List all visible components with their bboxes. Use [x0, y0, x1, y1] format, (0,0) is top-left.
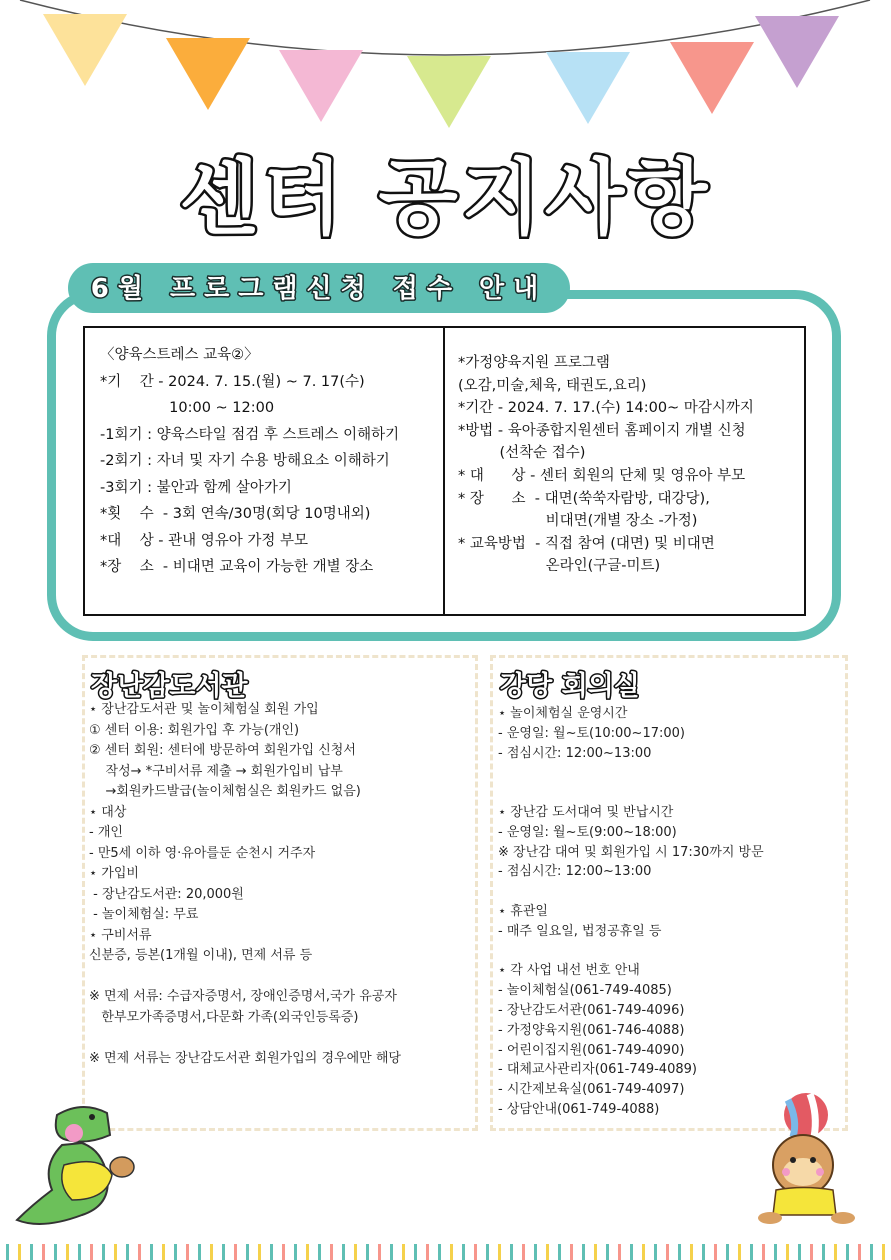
- stripe: [654, 1244, 657, 1260]
- library-line: ⋆ 대상: [89, 804, 127, 820]
- hall-line: ⋆ 장난감 도서대여 및 반납시간: [498, 804, 674, 820]
- stripe: [222, 1244, 225, 1260]
- stripe: [858, 1244, 861, 1260]
- hall-line: ⋆ 각 사업 내선 번호 안내: [498, 963, 640, 979]
- stripe: [798, 1244, 801, 1260]
- book-divider: [443, 326, 445, 614]
- left_panel-line: 〈양육스트레스 교육②〉: [100, 347, 259, 363]
- stripe: [390, 1244, 393, 1260]
- stripe: [378, 1244, 381, 1260]
- stripe: [762, 1244, 765, 1260]
- library-line: ① 센터 이용: 회원가입 후 가능(개인): [89, 722, 300, 738]
- hall-line: - 장난감도서관(061-749-4096): [498, 1002, 685, 1018]
- right_panel-line: * 대 상 - 센터 회원의 단체 및 영유아 부모: [458, 467, 746, 484]
- stripe: [282, 1244, 285, 1260]
- stripe: [774, 1244, 777, 1260]
- stripe: [246, 1244, 249, 1260]
- stripe: [594, 1244, 597, 1260]
- hall-line: - 점심시간: 12:00~13:00: [498, 864, 652, 880]
- left_panel-line: *대 상 - 관내 영유아 가정 부모: [100, 532, 309, 549]
- stripe: [882, 1244, 885, 1260]
- left_panel-line: -1회기 : 양육스타일 점검 후 스트레스 이해하기: [100, 426, 400, 443]
- stripe: [870, 1244, 873, 1260]
- stripe: [738, 1244, 741, 1260]
- hall-line: ⋆ 놀이체험실 운영시간: [498, 706, 628, 721]
- stripe: [810, 1244, 813, 1260]
- stripe: [138, 1244, 141, 1260]
- stripe: [522, 1244, 525, 1260]
- stripe: [618, 1244, 621, 1260]
- stripe: [546, 1244, 549, 1260]
- stripe: [258, 1244, 261, 1260]
- bunting-flag: [755, 16, 839, 88]
- right_panel-line: (오감,미술,체육, 태권도,요리): [458, 377, 647, 394]
- stripe: [666, 1244, 669, 1260]
- stripe: [54, 1244, 57, 1260]
- stripe: [270, 1244, 273, 1260]
- library-line: - 만5세 이하 영·유아를둔 순천시 거주자: [89, 845, 316, 861]
- library-title: 장난감도서관: [91, 671, 248, 702]
- right_panel-line: 비대면(개별 장소 -가정): [458, 513, 698, 530]
- stripe: [306, 1244, 309, 1260]
- library-line: 신분증, 등본(1개월 이내), 면제 서류 등: [89, 948, 313, 963]
- stripe: [474, 1244, 477, 1260]
- right_panel-line: * 장 소 - 대면(쑥쑥자람방, 대강당),: [458, 490, 710, 507]
- library-line: →회원카드발급(놀이체험실은 회원카드 없음): [89, 784, 361, 799]
- stripe: [6, 1244, 9, 1260]
- stripe: [426, 1244, 429, 1260]
- page-title: 센터 공지사항: [179, 151, 712, 246]
- library-line: ⋆ 장난감도서관 및 놀이체험실 회원 가입: [89, 702, 319, 717]
- hall-line: ※ 장난감 대여 및 회원가입 시 17:30까지 방문: [498, 844, 764, 860]
- right_panel-line: 온라인(구글-미트): [458, 558, 661, 575]
- stripe: [90, 1244, 93, 1260]
- library-line: ② 센터 회원: 센터에 방문하여 회원가입 신청서: [89, 743, 356, 758]
- library-text: [89, 700, 401, 1069]
- library-line: 한부모가족증명서,다문화 가족(외국인등록증): [89, 1009, 359, 1025]
- hall-line: - 대체교사관리자(061-749-4089): [498, 1062, 697, 1078]
- stripe: [102, 1244, 105, 1260]
- hall-line: - 시간제보육실(061-749-4097): [498, 1082, 685, 1098]
- hall-line: [498, 763, 764, 783]
- library-line: [89, 1028, 401, 1049]
- left_panel-line: *횟 수 - 3회 연속/30명(회당 10명내외): [100, 506, 371, 522]
- crocodile-illustration: [12, 1095, 152, 1245]
- hall-line: [498, 783, 764, 803]
- stripe: [18, 1244, 21, 1260]
- library-line: - 개인: [89, 825, 123, 840]
- stripe: [414, 1244, 417, 1260]
- stripe: [846, 1244, 849, 1260]
- library-line: ⋆ 구비서류: [89, 927, 152, 943]
- stripe: [642, 1244, 645, 1260]
- stripe: [582, 1244, 585, 1260]
- left_panel-line: -3회기 : 불안과 함께 살아가기: [100, 479, 292, 496]
- stripe: [66, 1244, 69, 1260]
- stripe: [630, 1244, 633, 1260]
- hall-line: - 어린이집지원(061-749-4090): [498, 1042, 685, 1058]
- left_panel-line: *기 간 - 2024. 7. 15.(월) ~ 7. 17(수): [100, 373, 365, 390]
- hall-line: - 매주 일요일, 법정공휴일 등: [498, 923, 662, 939]
- monkey-illustration: [748, 1090, 868, 1230]
- stripe: [210, 1244, 213, 1260]
- stripe: [234, 1244, 237, 1260]
- hall-line: - 운영일: 월~토(9:00~18:00): [498, 824, 677, 840]
- bunting-flag: [166, 38, 250, 110]
- stripe: [438, 1244, 441, 1260]
- hall-line: - 운영일: 월~토(10:00~17:00): [498, 725, 685, 741]
- stripe: [30, 1244, 33, 1260]
- library-line: - 놀이체험실: 무료: [89, 907, 199, 922]
- left_panel-line: *장 소 - 비대면 교육이 가능한 개별 장소: [100, 559, 374, 575]
- stripe: [510, 1244, 513, 1260]
- stripe: [534, 1244, 537, 1260]
- bunting-flag: [43, 14, 127, 86]
- stripe: [42, 1244, 45, 1260]
- stripe: [366, 1244, 369, 1260]
- hall-line: - 가정양육지원(061-746-4088): [498, 1022, 685, 1038]
- stripe: [126, 1244, 129, 1260]
- stripe: [330, 1244, 333, 1260]
- right_panel-line: *기간 - 2024. 7. 17.(수) 14:00~ 마감시까지: [458, 400, 754, 417]
- hall-line: - 놀이체험실(061-749-4085): [498, 983, 672, 999]
- stripe: [702, 1244, 705, 1260]
- banner-pill: [68, 263, 570, 313]
- stripe: [498, 1244, 501, 1260]
- stripe: [354, 1244, 357, 1260]
- stripe: [342, 1244, 345, 1260]
- bunting-flag: [407, 56, 491, 128]
- stripe: [402, 1244, 405, 1260]
- right_panel-line: * 교육방법 - 직접 참여 (대면) 및 비대면: [458, 535, 715, 552]
- stripe: [714, 1244, 717, 1260]
- left_panel-line: -2회기 : 자녀 및 자기 수용 방해요소 이해하기: [100, 453, 390, 469]
- stripe: [678, 1244, 681, 1260]
- right_panel-line: *방법 - 육아종합지원센터 홈페이지 개별 신청: [458, 422, 746, 439]
- right_panel-line: *가정양육지원 프로그램: [458, 355, 610, 371]
- stripe: [750, 1244, 753, 1260]
- stripe: [186, 1244, 189, 1260]
- left-panel: [100, 342, 399, 581]
- bunting-flag: [546, 52, 630, 124]
- stripe: [162, 1244, 165, 1260]
- stripe: [462, 1244, 465, 1260]
- stripe: [786, 1244, 789, 1260]
- stripe: [690, 1244, 693, 1260]
- stripe: [114, 1244, 117, 1260]
- bunting-flag: [279, 50, 363, 122]
- hall-line: [498, 882, 764, 902]
- hall-title: 강당 회의실: [500, 671, 640, 702]
- library-line: - 장난감도서관: 20,000원: [89, 886, 244, 902]
- stripe: [606, 1244, 609, 1260]
- banner-text: 6월 프로그램신청 접수 안내: [90, 274, 548, 304]
- stripe: [198, 1244, 201, 1260]
- library-line: [89, 967, 401, 988]
- hall-line: - 상담안내(061-749-4088): [498, 1101, 660, 1117]
- library-line: 작성→ *구비서류 제출 → 회원가입비 납부: [89, 763, 343, 779]
- left_panel-line: 10:00 ~ 12:00: [100, 400, 275, 416]
- stripe: [150, 1244, 153, 1260]
- hall-line: ⋆ 휴관일: [498, 903, 548, 919]
- right-panel: [458, 352, 754, 578]
- stripe: [570, 1244, 573, 1260]
- right_panel-line: (선착순 접수): [458, 445, 586, 462]
- library-line: ※ 면제 서류: 수급자증명서, 장애인증명서,국가 유공자: [89, 989, 397, 1004]
- stripe: [450, 1244, 453, 1260]
- hall-text: [498, 704, 764, 1120]
- stripe: [318, 1244, 321, 1260]
- stripe: [78, 1244, 81, 1260]
- library-line: ※ 면제 서류는 장난감도서관 회원가입의 경우에만 해당: [89, 1050, 401, 1066]
- hall-line: - 점심시간: 12:00~13:00: [498, 745, 652, 761]
- stripe: [822, 1244, 825, 1260]
- stripe: [558, 1244, 561, 1260]
- stripe: [486, 1244, 489, 1260]
- hall-line: [498, 942, 764, 962]
- bunting-flag: [670, 42, 754, 114]
- stripe: [834, 1244, 837, 1260]
- stripe: [726, 1244, 729, 1260]
- stripe: [174, 1244, 177, 1260]
- library-line: ⋆ 가입비: [89, 866, 139, 881]
- stripe: [294, 1244, 297, 1260]
